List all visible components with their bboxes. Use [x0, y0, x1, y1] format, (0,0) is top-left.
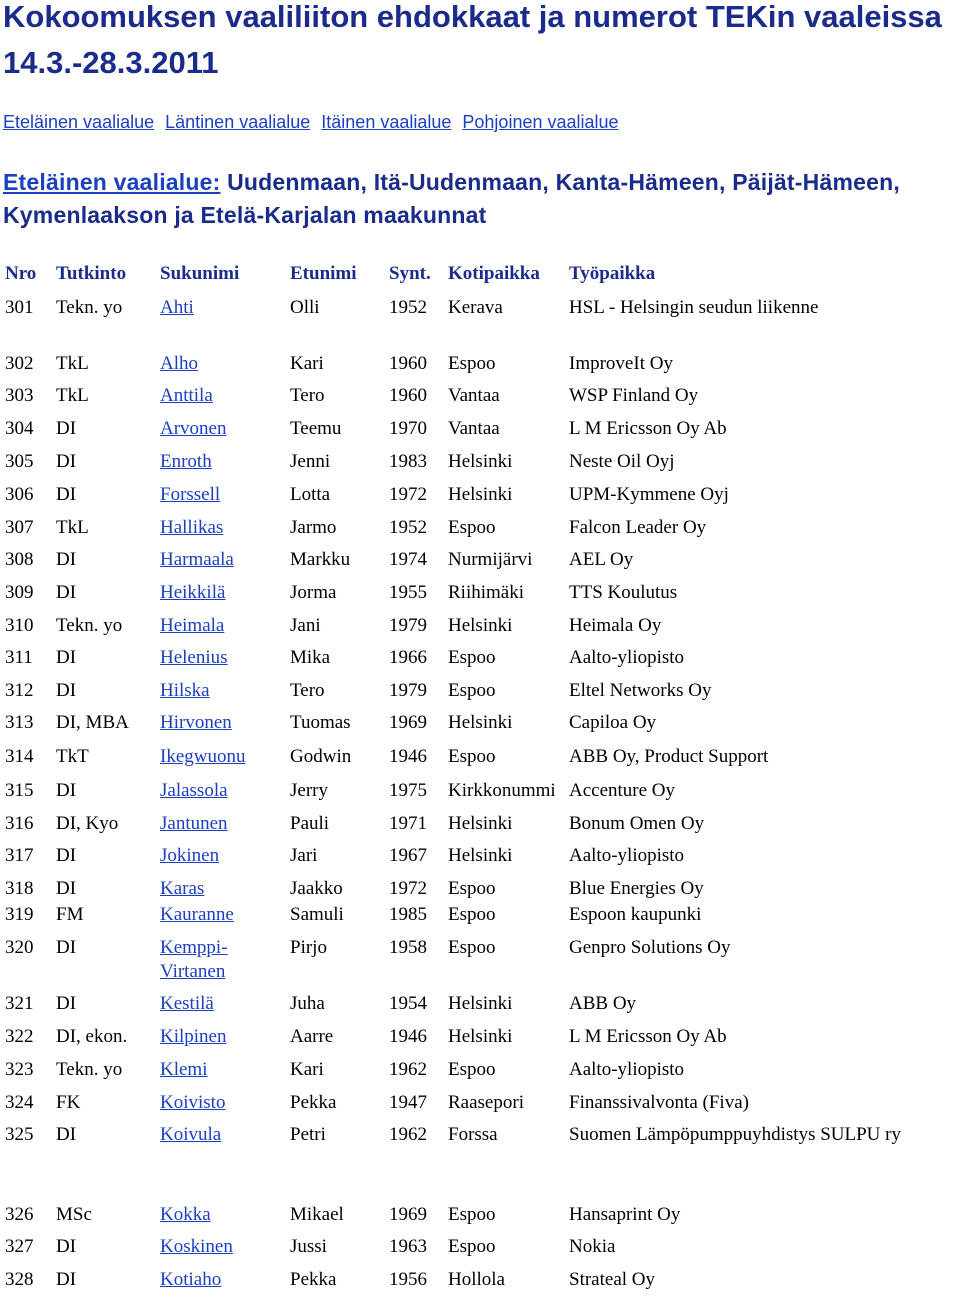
- cell-tyopaikka: Heimala Oy: [569, 615, 662, 636]
- cell-nro: 322: [5, 1026, 34, 1047]
- surname-link[interactable]: Hallikas: [160, 517, 224, 538]
- cell-tyopaikka: Capiloa Oy: [569, 712, 657, 733]
- cell-kotipaikka: Espoo: [448, 937, 496, 958]
- surname-link[interactable]: Kestilä: [160, 993, 214, 1014]
- cell-tutkinto: DI: [56, 1236, 77, 1257]
- cell-kotipaikka: Kirkkonummi: [448, 780, 556, 801]
- cell-synt: 1970: [389, 418, 427, 439]
- cell-nro: 309: [5, 582, 34, 603]
- nav-link-etelainen[interactable]: Eteläinen vaalialue: [3, 112, 155, 132]
- cell-synt: 1947: [389, 1092, 427, 1113]
- surname-link[interactable]: Kemppi-Virtanen: [160, 937, 228, 982]
- cell-nro: 307: [5, 517, 34, 538]
- cell-etunimi: Jussi: [290, 1236, 327, 1257]
- header-tyopaikka: Työpaikka: [569, 263, 656, 284]
- cell-synt: 1958: [389, 937, 427, 958]
- surname-link[interactable]: Anttila: [160, 385, 213, 406]
- cell-tutkinto: DI: [56, 1124, 77, 1145]
- cell-etunimi: Samuli: [290, 904, 344, 925]
- cell-kotipaikka: Raasepori: [448, 1092, 524, 1113]
- cell-tyopaikka: Eltel Networks Oy: [569, 680, 712, 701]
- cell-nro: 320: [5, 937, 34, 958]
- cell-synt: 1975: [389, 780, 427, 801]
- cell-nro: 306: [5, 484, 34, 505]
- cell-etunimi: Petri: [290, 1124, 326, 1145]
- cell-tyopaikka: Falcon Leader Oy: [569, 517, 707, 538]
- cell-etunimi: Teemu: [290, 418, 342, 439]
- cell-tyopaikka: WSP Finland Oy: [569, 385, 699, 406]
- cell-kotipaikka: Espoo: [448, 746, 496, 767]
- cell-synt: 1966: [389, 647, 427, 668]
- cell-kotipaikka: Hollola: [448, 1269, 505, 1290]
- surname-link[interactable]: Kotiaho: [160, 1269, 222, 1290]
- cell-synt: 1969: [389, 712, 427, 733]
- cell-etunimi: Mika: [290, 647, 331, 668]
- cell-tyopaikka: ABB Oy: [569, 993, 637, 1014]
- cell-nro: 325: [5, 1124, 34, 1145]
- cell-tyopaikka: Hansaprint Oy: [569, 1204, 681, 1225]
- cell-kotipaikka: Espoo: [448, 878, 496, 899]
- header-nro: Nro: [5, 263, 37, 284]
- cell-tutkinto: Tekn. yo: [56, 1059, 123, 1080]
- region-heading: [3, 166, 958, 232]
- header-tutkinto: Tutkinto: [56, 263, 127, 284]
- surname-link[interactable]: Jantunen: [160, 813, 228, 834]
- surname-link[interactable]: Kauranne: [160, 904, 234, 925]
- nav-link-pohjoinen[interactable]: Pohjoinen vaalialue: [462, 112, 619, 132]
- cell-tyopaikka: UPM-Kymmene Oyj: [569, 484, 729, 505]
- cell-synt: 1985: [389, 904, 427, 925]
- cell-etunimi: Jorma: [290, 582, 337, 603]
- cell-nro: 321: [5, 993, 34, 1014]
- cell-synt: 1946: [389, 746, 427, 767]
- cell-kotipaikka: Espoo: [448, 1236, 496, 1257]
- cell-tutkinto: DI: [56, 647, 77, 668]
- cell-tutkinto: DI, ekon.: [56, 1026, 128, 1047]
- cell-tyopaikka: Aalto-yliopisto: [569, 647, 685, 668]
- cell-synt: 1960: [389, 353, 427, 374]
- cell-tyopaikka: Neste Oil Oyj: [569, 451, 675, 472]
- header-etunimi: Etunimi: [290, 263, 357, 284]
- cell-tutkinto: DI: [56, 582, 77, 603]
- cell-tutkinto: DI: [56, 780, 77, 801]
- surname-link[interactable]: Jalassola: [160, 780, 228, 801]
- cell-synt: 1967: [389, 845, 427, 866]
- cell-tutkinto: DI: [56, 1269, 77, 1290]
- cell-synt: 1979: [389, 680, 427, 701]
- cell-nro: 324: [5, 1092, 34, 1113]
- cell-tutkinto: DI: [56, 549, 77, 570]
- cell-kotipaikka: Espoo: [448, 647, 496, 668]
- cell-etunimi: Kari: [290, 1059, 324, 1080]
- cell-nro: 310: [5, 615, 34, 636]
- cell-nro: 318: [5, 878, 34, 899]
- cell-tutkinto: TkL: [56, 385, 89, 406]
- cell-tyopaikka: Aalto-yliopisto: [569, 845, 685, 866]
- cell-tyopaikka: Genpro Solutions Oy: [569, 937, 731, 958]
- cell-etunimi: Jerry: [290, 780, 328, 801]
- surname-link[interactable]: Heikkilä: [160, 582, 226, 603]
- cell-tutkinto: TkL: [56, 353, 89, 374]
- cell-etunimi: Aarre: [290, 1026, 334, 1047]
- surname-link[interactable]: Ikegwuonu: [160, 746, 246, 767]
- cell-tutkinto: DI: [56, 878, 77, 899]
- cell-kotipaikka: Helsinki: [448, 712, 513, 733]
- cell-etunimi: Olli: [290, 297, 320, 318]
- cell-nro: 303: [5, 385, 34, 406]
- cell-nro: 319: [5, 904, 34, 925]
- cell-kotipaikka: Espoo: [448, 517, 496, 538]
- cell-kotipaikka: Espoo: [448, 1059, 496, 1080]
- nav-link-itainen[interactable]: Itäinen vaalialue: [321, 112, 452, 132]
- cell-etunimi: Juha: [290, 993, 325, 1014]
- surname-link[interactable]: Koskinen: [160, 1236, 233, 1257]
- cell-etunimi: Kari: [290, 353, 324, 374]
- cell-tyopaikka: ImproveIt Oy: [569, 353, 673, 374]
- cell-kotipaikka: Kerava: [448, 297, 503, 318]
- cell-synt: 1971: [389, 813, 427, 834]
- cell-nro: 312: [5, 680, 34, 701]
- cell-kotipaikka: Helsinki: [448, 615, 513, 636]
- cell-nro: 326: [5, 1204, 34, 1225]
- cell-nro: 328: [5, 1269, 34, 1290]
- cell-tyopaikka: L M Ericsson Oy Ab: [569, 418, 727, 439]
- surname-link[interactable]: Jokinen: [160, 845, 220, 866]
- cell-kotipaikka: Helsinki: [448, 451, 513, 472]
- cell-tutkinto: DI: [56, 680, 77, 701]
- cell-synt: 1969: [389, 1204, 427, 1225]
- surname-link[interactable]: Ahti: [160, 297, 194, 318]
- cell-synt: 1952: [389, 297, 427, 318]
- cell-synt: 1974: [389, 549, 427, 570]
- cell-tyopaikka: Finanssivalvonta (Fiva): [569, 1092, 749, 1113]
- cell-kotipaikka: Vantaa: [448, 385, 500, 406]
- cell-kotipaikka: Helsinki: [448, 845, 513, 866]
- cell-etunimi: Mikael: [290, 1204, 344, 1225]
- cell-kotipaikka: Helsinki: [448, 813, 513, 834]
- cell-nro: 316: [5, 813, 34, 834]
- cell-tutkinto: DI, Kyo: [56, 813, 119, 834]
- cell-synt: 1972: [389, 878, 427, 899]
- cell-tutkinto: DI, MBA: [56, 712, 129, 733]
- cell-nro: 313: [5, 712, 34, 733]
- header-sukunimi: Sukunimi: [160, 263, 240, 284]
- surname-link[interactable]: Hilska: [160, 680, 210, 701]
- cell-nro: 317: [5, 845, 34, 866]
- cell-synt: 1960: [389, 385, 427, 406]
- cell-tutkinto: DI: [56, 937, 77, 958]
- surname-link[interactable]: Arvonen: [160, 418, 227, 439]
- cell-synt: 1954: [389, 993, 427, 1014]
- cell-etunimi: Pekka: [290, 1092, 337, 1113]
- cell-kotipaikka: Nurmijärvi: [448, 549, 533, 570]
- cell-kotipaikka: Espoo: [448, 353, 496, 374]
- cell-tutkinto: FK: [56, 1092, 81, 1113]
- region-nav: [3, 110, 625, 134]
- nav-link-lantinen[interactable]: Läntinen vaalialue: [165, 112, 311, 132]
- surname-link[interactable]: Koivisto: [160, 1092, 226, 1113]
- page-title: Kokoomuksen vaaliliiton ehdokkaat ja numerot TEKin vaaleissa 14.3.-28.3.2011: [3, 0, 942, 80]
- surname-link[interactable]: Kokka: [160, 1204, 211, 1225]
- cell-etunimi: Pauli: [290, 813, 330, 834]
- cell-kotipaikka: Vantaa: [448, 418, 500, 439]
- cell-synt: 1972: [389, 484, 427, 505]
- cell-kotipaikka: Riihimäki: [448, 582, 524, 603]
- surname-link[interactable]: Klemi: [160, 1059, 208, 1080]
- cell-kotipaikka: Espoo: [448, 904, 496, 925]
- cell-tutkinto: DI: [56, 418, 77, 439]
- cell-etunimi: Jaakko: [290, 878, 343, 899]
- cell-etunimi: Jenni: [290, 451, 331, 472]
- cell-synt: 1979: [389, 615, 427, 636]
- cell-synt: 1946: [389, 1026, 427, 1047]
- cell-kotipaikka: Forssa: [448, 1124, 498, 1145]
- cell-etunimi: Pekka: [290, 1269, 337, 1290]
- cell-nro: 304: [5, 418, 34, 439]
- surname-link[interactable]: Enroth: [160, 451, 212, 472]
- surname-link[interactable]: Harmaala: [160, 549, 234, 570]
- cell-tutkinto: FM: [56, 904, 84, 925]
- surname-link[interactable]: Hirvonen: [160, 712, 232, 733]
- cell-tutkinto: Tekn. yo: [56, 615, 123, 636]
- surname-link[interactable]: Helenius: [160, 647, 228, 668]
- surname-link[interactable]: Koivula: [160, 1124, 222, 1145]
- cell-tutkinto: Tekn. yo: [56, 297, 123, 318]
- cell-kotipaikka: Helsinki: [448, 484, 513, 505]
- cell-etunimi: Jarmo: [290, 517, 337, 538]
- cell-tyopaikka: Aalto-yliopisto: [569, 1059, 685, 1080]
- cell-kotipaikka: Espoo: [448, 1204, 496, 1225]
- cell-etunimi: Tero: [290, 680, 325, 701]
- header-kotipaikka: Kotipaikka: [448, 263, 540, 284]
- cell-nro: 301: [5, 297, 34, 318]
- cell-tyopaikka: Bonum Omen Oy: [569, 813, 705, 834]
- cell-nro: 315: [5, 780, 34, 801]
- cell-etunimi: Lotta: [290, 484, 331, 505]
- cell-nro: 305: [5, 451, 34, 472]
- cell-nro: 311: [5, 647, 33, 668]
- cell-kotipaikka: Helsinki: [448, 993, 513, 1014]
- cell-tyopaikka: Accenture Oy: [569, 780, 676, 801]
- cell-synt: 1962: [389, 1059, 427, 1080]
- cell-tutkinto: DI: [56, 451, 77, 472]
- cell-tyopaikka: Espoon kaupunki: [569, 904, 702, 925]
- surname-link[interactable]: Heimala: [160, 615, 225, 636]
- cell-synt: 1955: [389, 582, 427, 603]
- cell-nro: 308: [5, 549, 34, 570]
- cell-nro: 323: [5, 1059, 34, 1080]
- cell-tyopaikka: Suomen Lämpöpumppuyhdistys SULPU ry: [569, 1124, 901, 1145]
- cell-tyopaikka: Blue Energies Oy: [569, 878, 704, 899]
- surname-link[interactable]: Forssell: [160, 484, 221, 505]
- cell-nro: 314: [5, 746, 34, 767]
- cell-etunimi: Jani: [290, 615, 321, 636]
- cell-synt: 1963: [389, 1236, 427, 1257]
- cell-nro: 302: [5, 353, 34, 374]
- cell-tyopaikka: Strateal Oy: [569, 1269, 656, 1290]
- cell-synt: 1983: [389, 451, 427, 472]
- cell-tutkinto: DI: [56, 845, 77, 866]
- cell-nro: 327: [5, 1236, 34, 1257]
- cell-synt: 1956: [389, 1269, 427, 1290]
- cell-etunimi: Tuomas: [290, 712, 351, 733]
- cell-tyopaikka: AEL Oy: [569, 549, 634, 570]
- cell-tyopaikka: TTS Koulutus: [569, 582, 678, 603]
- surname-link[interactable]: Alho: [160, 353, 198, 374]
- cell-tyopaikka: ABB Oy, Product Support: [569, 746, 769, 767]
- cell-tutkinto: DI: [56, 484, 77, 505]
- region-description: Uudenmaan, Itä-Uudenmaan, Kanta-Hämeen, Päijät-Hämeen, Kymenlaakson ja Etelä-Karjalan maakunnat: [3, 169, 900, 228]
- cell-etunimi: Pirjo: [290, 937, 327, 958]
- cell-etunimi: Jari: [290, 845, 318, 866]
- cell-kotipaikka: Espoo: [448, 680, 496, 701]
- cell-tutkinto: MSc: [56, 1204, 92, 1225]
- cell-etunimi: Godwin: [290, 746, 352, 767]
- cell-etunimi: Tero: [290, 385, 325, 406]
- surname-link[interactable]: Kilpinen: [160, 1026, 227, 1047]
- cell-synt: 1962: [389, 1124, 427, 1145]
- cell-etunimi: Markku: [290, 549, 351, 570]
- cell-tyopaikka: HSL - Helsingin seudun liikenne: [569, 297, 819, 318]
- cell-kotipaikka: Helsinki: [448, 1026, 513, 1047]
- header-synt: Synt.: [389, 263, 431, 284]
- cell-synt: 1952: [389, 517, 427, 538]
- cell-tutkinto: DI: [56, 993, 77, 1014]
- cell-tutkinto: TkT: [56, 746, 89, 767]
- cell-tyopaikka: L M Ericsson Oy Ab: [569, 1026, 727, 1047]
- region-name: Eteläinen vaalialue:: [3, 169, 221, 195]
- cell-tyopaikka: Nokia: [569, 1236, 616, 1257]
- cell-tutkinto: TkL: [56, 517, 89, 538]
- surname-link[interactable]: Karas: [160, 878, 205, 899]
